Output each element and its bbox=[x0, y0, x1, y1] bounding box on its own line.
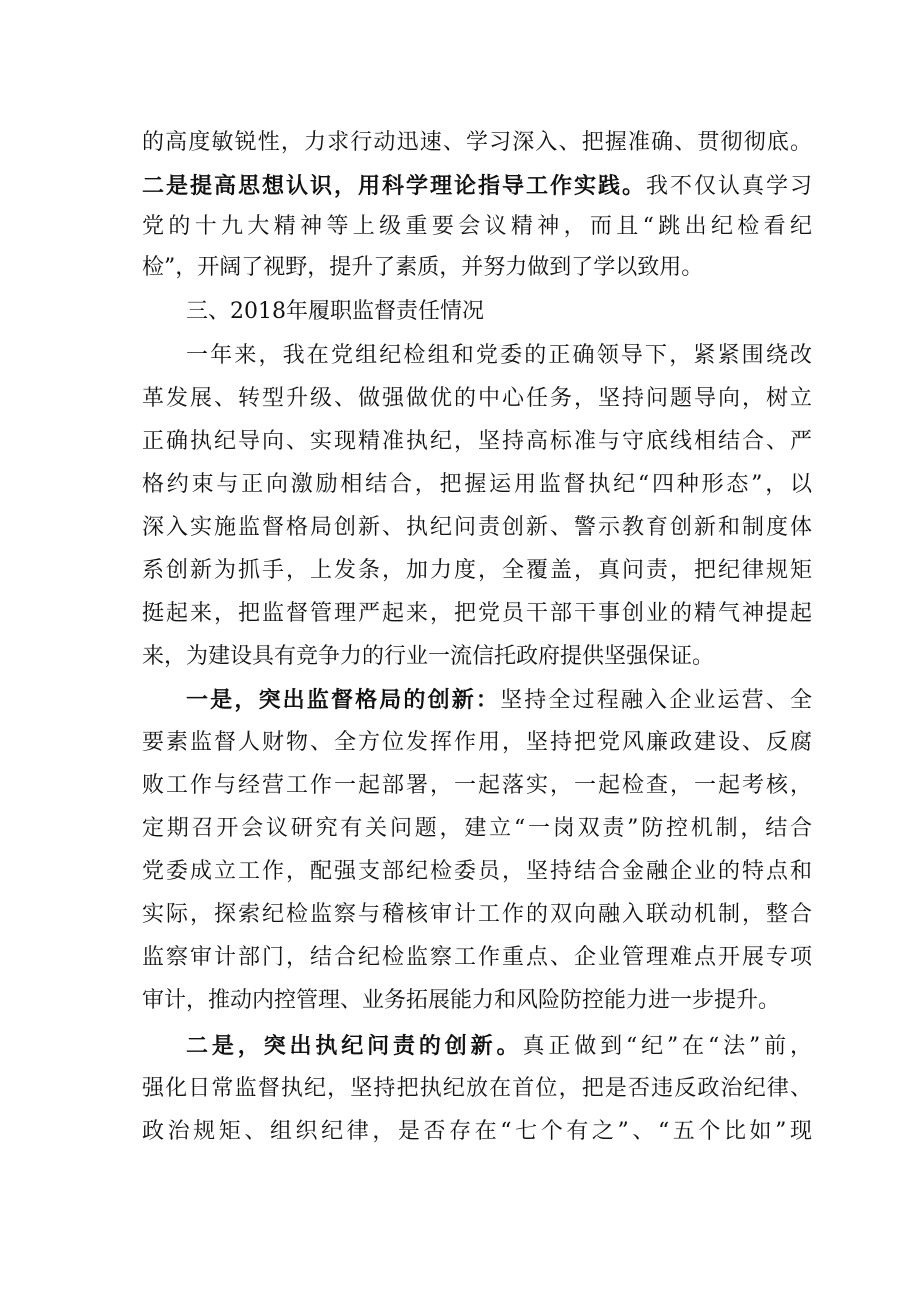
text-line bbox=[142, 728, 812, 758]
line-text: 一年来，我在党组纪检组和党委的正确领导下，紧紧围绕改 bbox=[186, 343, 812, 368]
text-line bbox=[142, 470, 812, 500]
bold-lead: 一是，突出监督格局的创新： bbox=[186, 687, 501, 713]
line-text: 真正做到“纪”在“法”前， bbox=[522, 1034, 812, 1059]
line-text: 强化日常监督执纪，坚持把执纪放在首位，把是否违反政治纪律、 bbox=[142, 1076, 812, 1101]
text-line bbox=[142, 771, 812, 801]
line-text: 审计，推动内控管理、业务拓展能力和风险防控能力进一步提升。 bbox=[142, 988, 781, 1013]
text-line bbox=[142, 857, 812, 887]
text-line bbox=[142, 814, 812, 844]
line-text: 政治规矩、组织纪律，是否存在“七个有之”、“五个比如”现 bbox=[142, 1119, 812, 1144]
line-text: 来，为建设具有竞争力的行业一流信托政府提供坚强保证。 bbox=[142, 644, 715, 669]
line-text: 革发展、转型升级、做强做优的中心任务，坚持问题导向，树立 bbox=[142, 386, 812, 411]
line-text: 深入实施监督格局创新、执纪问责创新、警示教育创新和制度体 bbox=[142, 515, 812, 540]
line-text: 格约束与正向激励相结合，把握运用监督执纪“四种形态”，以 bbox=[142, 472, 812, 497]
text-line bbox=[142, 513, 812, 543]
line-text: 我不仅认真学习 bbox=[645, 174, 812, 199]
text-line bbox=[142, 128, 812, 158]
bold-lead: 二是，突出执纪问责的创新。 bbox=[186, 1033, 523, 1059]
line-text: 挺起来，把监督管理严起来，把党员干部干事创业的精气神提起 bbox=[142, 601, 812, 626]
text-line bbox=[186, 341, 812, 371]
line-text: 定期召开会议研究有关问题，建立“一岗双责”防控机制，结合 bbox=[142, 816, 812, 841]
text-line bbox=[142, 212, 812, 242]
text-line bbox=[142, 1074, 812, 1104]
text-line bbox=[142, 384, 812, 414]
line-text: 要素监督人财物、全方位发挥作用，坚持把党风廉政建设、反腐 bbox=[142, 730, 812, 755]
text-line bbox=[142, 427, 812, 457]
text-line bbox=[186, 1031, 812, 1061]
line-text: 党委成立工作，配强支部纪检委员，坚持结合金融企业的特点和 bbox=[142, 859, 812, 884]
line-text: 监察审计部门，结合纪检监察工作重点、企业管理难点开展专项 bbox=[142, 945, 812, 970]
line-text: 坚持全过程融入企业运营、全 bbox=[500, 688, 812, 713]
text-line bbox=[142, 642, 812, 672]
line-text: 党的十九大精神等上级重要会议精神，而且“跳出纪检看纪 bbox=[142, 214, 812, 239]
line-text: 系创新为抓手，上发条，加力度，全覆盖，真问责，把纪律规矩 bbox=[142, 558, 812, 583]
line-text: 实际，探索纪检监察与稽核审计工作的双向融入联动机制，整合 bbox=[142, 902, 812, 927]
heading-text: 三、2018年履职监督责任情况 bbox=[186, 299, 484, 324]
text-line bbox=[142, 900, 812, 930]
text-line bbox=[142, 253, 812, 283]
text-line bbox=[142, 171, 812, 201]
text-line bbox=[142, 943, 812, 973]
text-line bbox=[142, 599, 812, 629]
text-line bbox=[142, 1117, 812, 1147]
text-line bbox=[142, 986, 812, 1016]
line-text: 的高度敏锐性，力求行动迅速、学习深入、把握准确、贯彻彻底。 bbox=[142, 130, 812, 155]
line-text: 检”，开阔了视野，提升了素质，并努力做到了学以致用。 bbox=[142, 255, 704, 280]
bold-lead: 二是提高思想认识，用科学理论指导工作实践。 bbox=[142, 173, 646, 199]
line-text: 败工作与经营工作一起部署，一起落实，一起检查，一起考核， bbox=[142, 773, 812, 798]
section-heading bbox=[186, 297, 606, 327]
text-line bbox=[186, 685, 812, 715]
text-line bbox=[142, 556, 812, 586]
line-text: 正确执纪导向、实现精准执纪，坚持高标准与守底线相结合、严 bbox=[142, 429, 812, 454]
